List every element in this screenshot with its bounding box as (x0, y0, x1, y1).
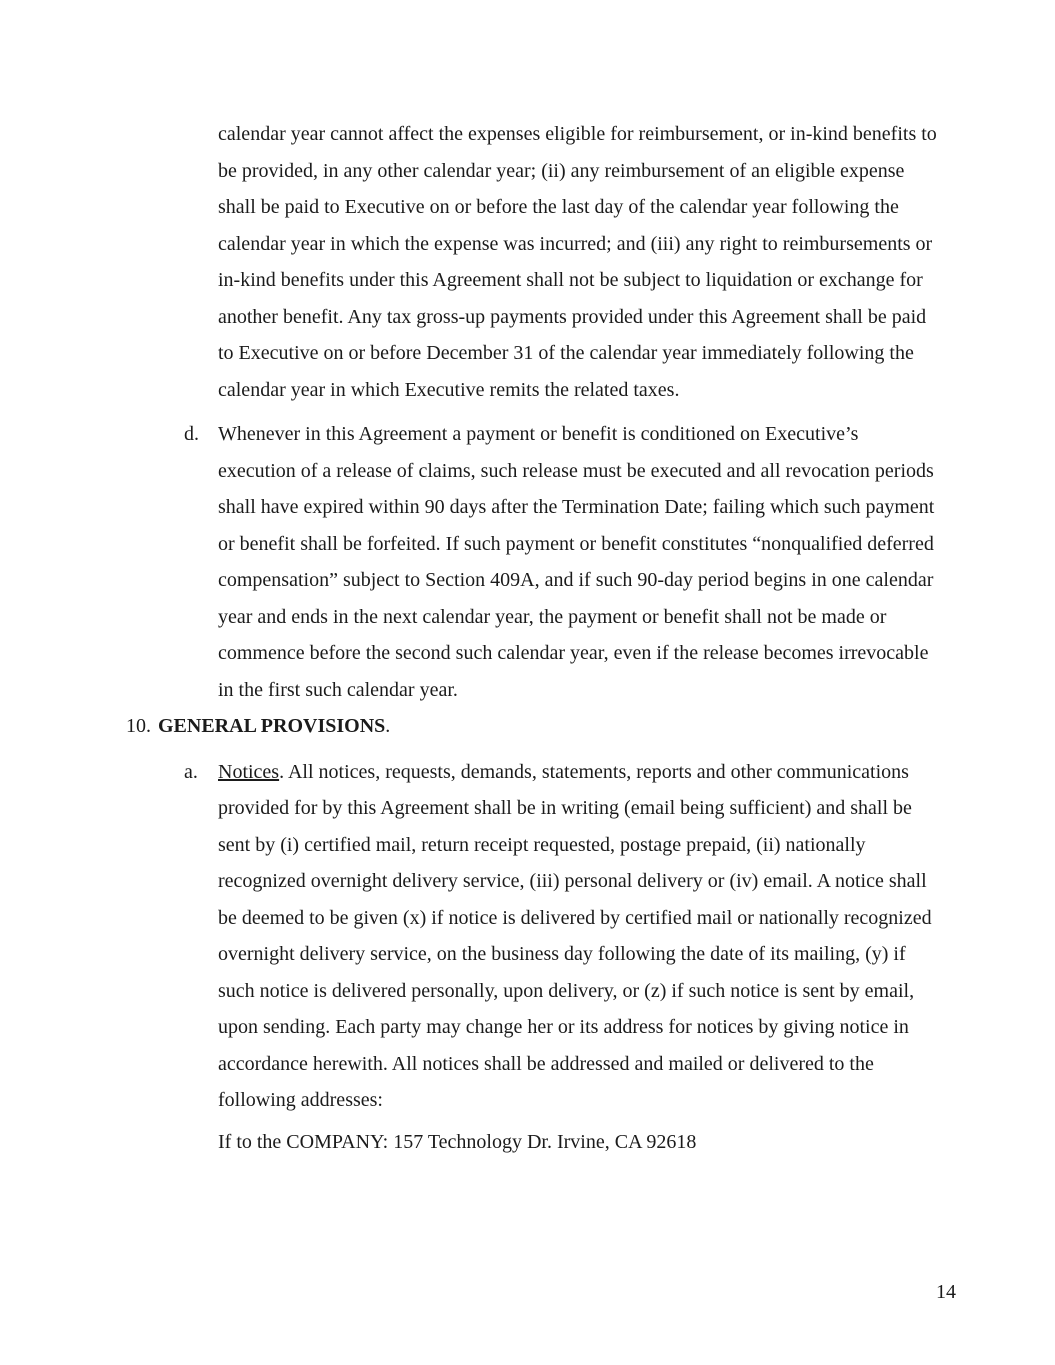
list-item-a-body: . All notices, requests, demands, statements, reports and other communications provided for by this Agreement shall be in writing (email being sufficient) and shall be sent by (i) certified mail, return receipt requested, postage prepaid, (ii) nationally recognized overnight delivery service, (iii) personal delivery or (iv) email. A notice shall be deemed to be given (x) if notice is delivered by certified mail or nationally recognized overnight delivery service, on the business day following the date of its mailing, (y) if such notice is delivered personally, upon delivery, or (z) if such notice is sent by email, upon sending. Each party may change her or its address for notices by giving notice in accordance herewith. All notices shall be addressed and mailed or delivered to the following addresses: (218, 760, 932, 1111)
notices-label: Notices (218, 760, 280, 783)
list-item-a (184, 754, 940, 1119)
section-10-heading (126, 708, 940, 745)
list-item-d (184, 416, 940, 708)
list-marker-d: d. (184, 423, 199, 445)
document-content (126, 116, 940, 1160)
paragraph-c-continuation: calendar year cannot affect the expenses eligible for reimbursement, or in-kind benefits to be provided, in any other calendar year; (ii) any reimbursement of an eligible expense shall be paid to Executive on or before the last day of the calendar year following the calendar year in which the expense was incurred; and (iii) any right to reimbursements or in-kind benefits under this Agreement shall not be subject to liquidation or exchange for another benefit. Any tax gross-up payments provided under this Agreement shall be paid to Executive on or before December 31 of the calendar year immediately following the calendar year in which Executive remits the related taxes. (218, 123, 937, 401)
section-10-number: 10. (126, 715, 151, 737)
list-marker-a: a. (184, 760, 198, 783)
list-item-a-text (218, 754, 940, 1119)
company-address-line: If to the COMPANY: 157 Technology Dr. Irvine, CA 92618 (218, 1130, 697, 1153)
page-number: 14 (936, 1281, 956, 1303)
section-10-period: . (385, 715, 391, 737)
list-item-d-text: Whenever in this Agreement a payment or benefit is conditioned on Executive’s execution of a release of claims, such release must be executed and all revocation periods shall have expired within 90 days after the Termination Date; failing which such payment or benefit shall be forfeited. If such payment or benefit constitutes “nonqualified deferred compensation” subject to Section 409A, and if such 90-day period begins in one calendar year and ends in the next calendar year, the payment or benefit shall not be made or commence before the second such calendar year, even if the release becomes irrevocable in the first such calendar year. (218, 423, 935, 701)
section-10-title: GENERAL PROVISIONS (158, 715, 386, 737)
